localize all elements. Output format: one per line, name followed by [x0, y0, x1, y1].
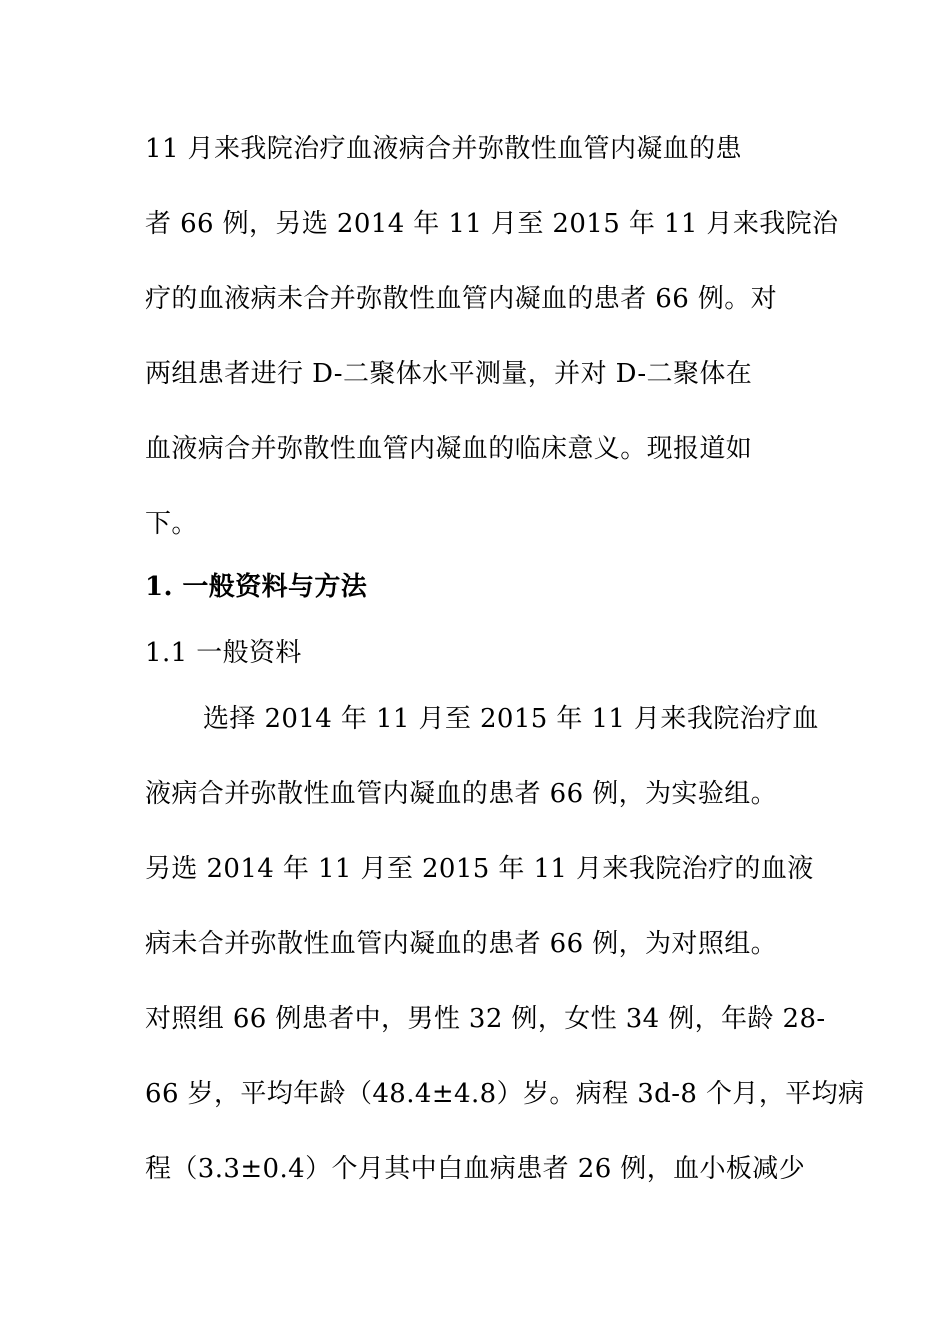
- paragraph-line: 两组患者进行 D-二聚体水平测量，并对 D-二聚体在: [145, 359, 753, 389]
- paragraph-line: 程（3.3±0.4）个月其中白血病患者 26 例，血小板减少: [145, 1154, 806, 1184]
- paragraph-line: 11 月来我院治疗血液病合并弥散性血管内凝血的患: [145, 134, 742, 164]
- paragraph-line: 病未合并弥散性血管内凝血的患者 66 例，为对照组。: [145, 929, 778, 959]
- paragraph-line: 另选 2014 年 11 月至 2015 年 11 月来我院治疗的血液: [145, 854, 814, 884]
- paragraph-line: 选择 2014 年 11 月至 2015 年 11 月来我院治疗血: [203, 704, 819, 734]
- section-heading: 1. 一般资料与方法: [145, 572, 368, 602]
- paragraph-line: 疗的血液病未合并弥散性血管内凝血的患者 66 例。对: [145, 284, 778, 314]
- subsection-heading: 1.1 一般资料: [145, 638, 302, 668]
- paragraph-line: 对照组 66 例患者中，男性 32 例，女性 34 例，年龄 28-: [145, 1004, 826, 1034]
- paragraph-line: 血液病合并弥散性血管内凝血的临床意义。现报道如: [145, 434, 753, 464]
- paragraph-line: 66 岁，平均年龄（48.4±4.8）岁。病程 3d-8 个月，平均病: [145, 1079, 865, 1109]
- paragraph-line: 下。: [145, 509, 198, 539]
- paragraph-line: 液病合并弥散性血管内凝血的患者 66 例，为实验组。: [145, 779, 778, 809]
- paragraph-line: 者 66 例，另选 2014 年 11 月至 2015 年 11 月来我院治: [145, 209, 839, 239]
